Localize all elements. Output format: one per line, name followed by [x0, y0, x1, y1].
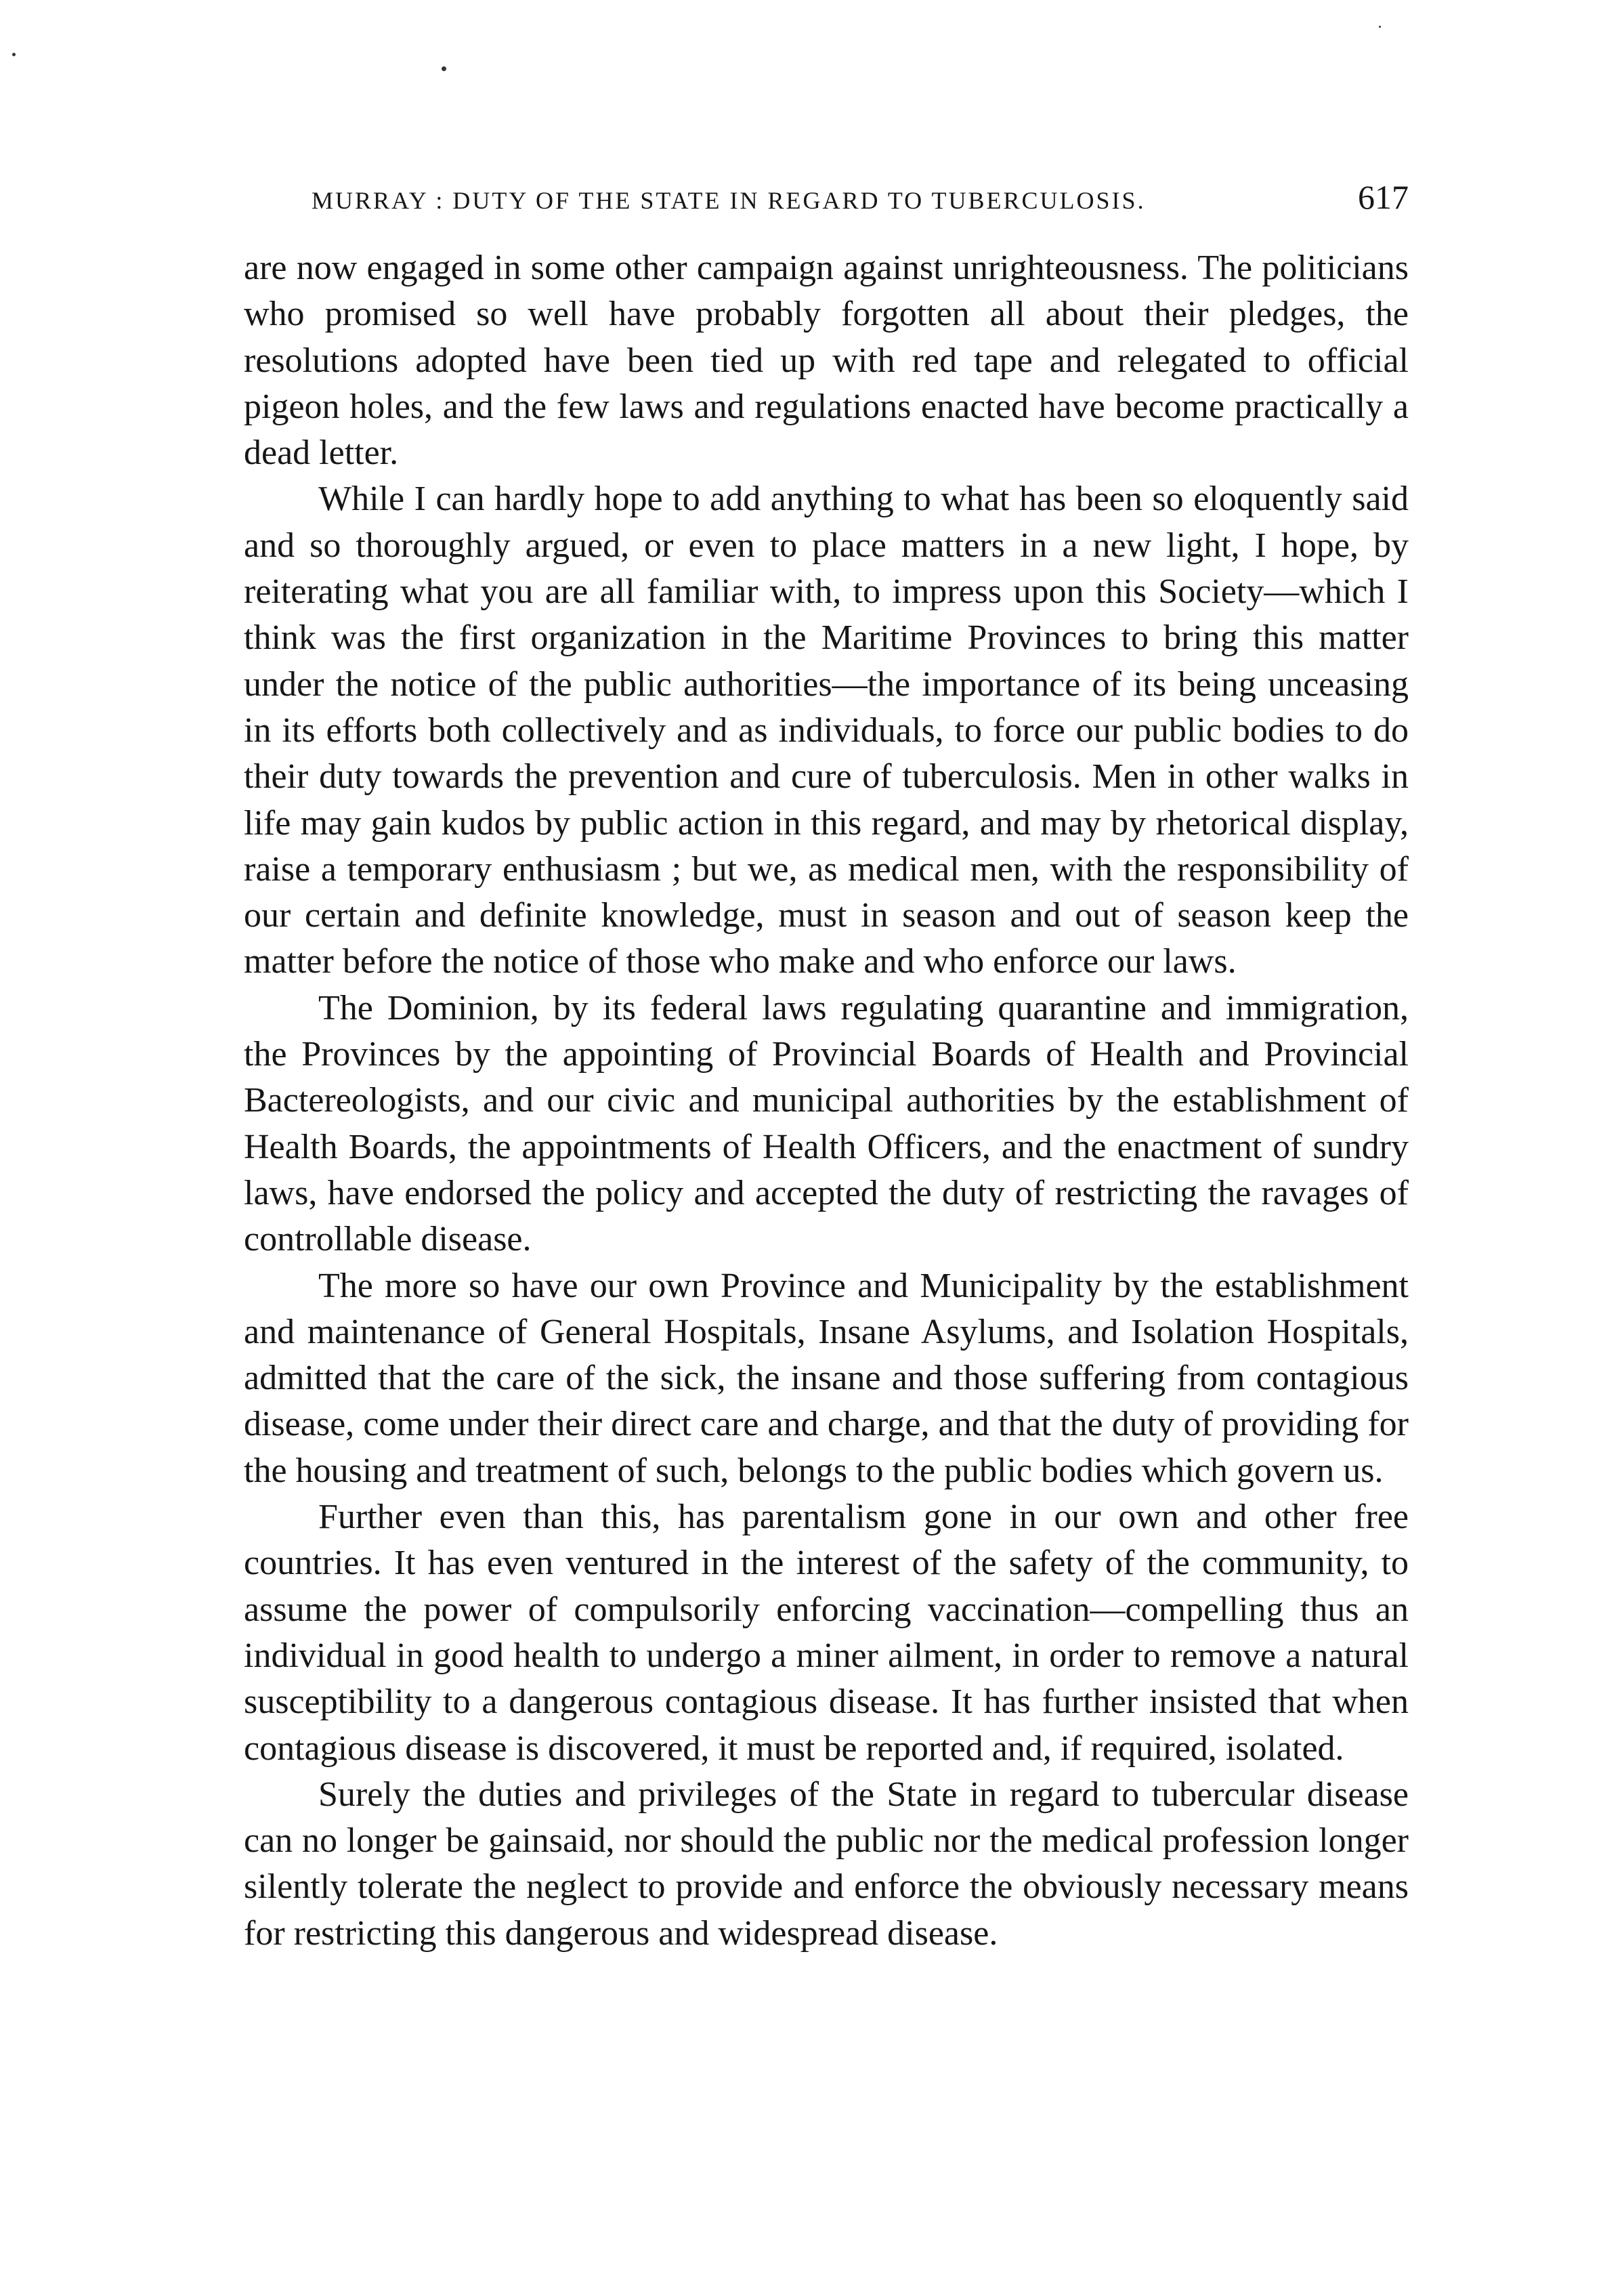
scan-speck: [12, 53, 16, 56]
paragraph: While I can hardly hope to add anything to what has been so eloquently said and so thoroughly argued, or even to place matters in a new light, I hope, by reiterating what you are all familiar with, to impress upon this Society—which I think was the first organization in the Maritime Provinces to bring this matter under the notice of the public authorities—the importance of its being unceasing in its efforts both collectively and as individuals, to force our public bodies to do their duty towards the prevention and cure of tuberculosis. Men in other walks in life may gain kudos by public action in this regard, and may by rhetorical display, raise a temporary enthusiasm ; but we, as medical men, with the responsibility of our certain and definite knowledge, must in season and out of season keep the matter before the notice of those who make and who enforce our laws.: [244, 480, 1409, 981]
body-text: [244, 245, 1409, 1957]
paragraph: Surely the duties and privileges of the State in regard to tubercular disease can no longer be gainsaid, nor should the public nor the medical profession longer silently tolerate the neglect to provide and enforce the obviously necessary means for restricting this dangerous and widespread disease.: [244, 1775, 1409, 1953]
running-head: [312, 177, 1409, 218]
paragraph: Further even than this, has parentalism gone in our own and other free countries. It has even ventured in the interest of the safety of the community, to assume the power of compulsorily enforcing vaccination—compelling thus an individual in good health to undergo a miner ailment, in order to remove a natural susceptibility to a dangerous contagious disease. It has further insisted that when contagious disease is discovered, it must be reported and, if required, isolated.: [244, 1498, 1409, 1768]
page-number: 617: [1358, 178, 1409, 216]
scan-speck: [1379, 26, 1381, 28]
paragraph: are now engaged in some other campaign against unrighteousness. The politicians who promised so well have probably forgotten all about their pledges, the resolutions adopted have been tied up with red tape and relegated to official pigeon holes, and the few laws and regulations enacted have become practically a dead letter.: [244, 249, 1409, 473]
paragraph: The more so have our own Province and Municipality by the establishment and maintenance of General Hospitals, Insane Asylums, and Isolation Hospitals, admitted that the care of the sick, the insane and those suffering from contagious disease, come under their direct care and charge, and that the duty of providing for the housing and treatment of such, belongs to the public bodies which govern us.: [244, 1266, 1409, 1490]
running-title: MURRAY : DUTY OF THE STATE IN REGARD TO TUBERCULOSIS.: [312, 187, 1146, 214]
paragraph: The Dominion, by its federal laws regulating quarantine and immigration, the Provinces by the appointing of Provincial Boards of Health and Provincial Bactereologists, and our civic and municipal authorities by the establishment of Health Boards, the appointments of Health Officers, and the enactment of sundry laws, have endorsed the policy and accepted the duty of restricting the ravages of controllable disease.: [244, 988, 1409, 1259]
scan-speck: [442, 66, 446, 71]
